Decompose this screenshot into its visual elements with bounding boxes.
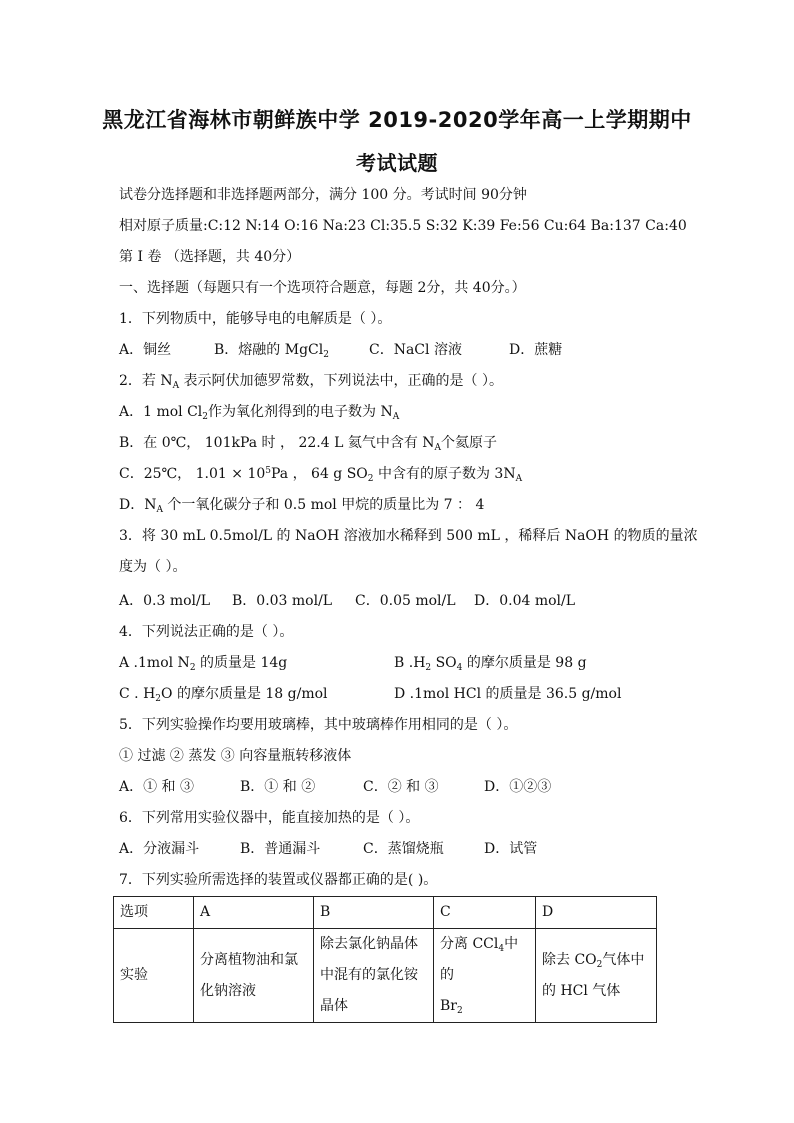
question-5-stem: 5．下列实验操作均要用玻璃棒，其中玻璃棒作用相同的是（ ）。 [119, 717, 518, 733]
option-b: B．熔融的 MgCl$_2$ [214, 342, 329, 360]
question-4-options-row1 [119, 653, 679, 673]
question-7-stem: 7．下列实验所需选择的装置或仪器都正确的是( )。 [119, 872, 438, 888]
question-1-options [119, 340, 679, 360]
page-title: 黑龙江省海林市朝鲜族中学 2019-2020学年高一上学期期中 [102, 108, 692, 132]
option-d: D．蔗糖 [509, 342, 563, 358]
cell-d: 除去 $CO_2$气体中 的 HCl 气体 [536, 929, 657, 1023]
atomic-mass-info: 相对原子质量:C:12 N:14 O:16 Na:23 Cl:35.5 S:32 K:39 Fe:56 Cu:64 Ba:137 Ca:40 [119, 218, 687, 234]
option-a: A .1mol $N_2$ 的质量是 14g [119, 655, 288, 673]
question-7-table [113, 896, 657, 1023]
option-a: A．0.3 mol/L [119, 593, 211, 609]
table-header-row [114, 897, 657, 929]
option-b: B．0.03 mol/L [232, 593, 333, 609]
cell-a: 分离植物油和氯 化钠溶液 [194, 929, 314, 1023]
question-2-option-c: C．25℃， $1.01 \times 10^5Pa$ ， 64 g $SO_2$ 中含有的原子数为 $3N_A$ [119, 466, 523, 484]
exam-info: 试卷分选择题和非选择题两部分，满分 100 分。考试时间 90分钟 [119, 187, 527, 203]
table-header-cell: C [434, 897, 536, 929]
question-3-stem-line1: 3．将 30 mL 0.5mol/L 的 NaOH 溶液加水稀释到 500 mL ，稀释后 NaOH 的物质的量浓 [119, 528, 698, 544]
table-header-cell: D [536, 897, 657, 929]
question-2-option-b: B．在 0℃， 101kPa 时 ， 22.4 L 氦气中含有 $N_A$个氦原子 [119, 435, 498, 453]
question-5-options [119, 777, 679, 797]
cell-c: 分离 CCl$_4$中的 $Br_2$ [434, 929, 536, 1023]
row-label: 实验 [114, 929, 194, 1023]
part-heading: 第 I 卷 （选择题，共 40分） [119, 249, 301, 265]
question-2-option-d: D．$N_A$ 个一氧化碳分子和 0.5 mol 甲烷的质量比为 7 ： 4 [119, 497, 485, 515]
question-2-stem: 2．若 $N_A$ 表示阿伏加德罗常数，下列说法中，正确的是（ ）。 [119, 373, 504, 391]
question-3-options [119, 591, 679, 611]
option-d: D．试管 [484, 841, 538, 857]
option-c: C．NaCl 溶液 [369, 342, 462, 358]
question-1-stem: 1．下列物质中，能够导电的电解质是（ ）。 [119, 311, 392, 327]
question-6-stem: 6．下列常用实验仪器中，能直接加热的是（ ）。 [119, 810, 420, 826]
option-a: A．分液漏斗 [119, 841, 200, 857]
option-d: D．①②③ [484, 779, 552, 795]
question-5-operations: ① 过滤 ② 蒸发 ③ 向容量瓶转移液体 [119, 748, 352, 764]
option-c: C . $H_2O$ 的摩尔质量是 18 g/mol [119, 686, 328, 704]
question-2-option-a: A．1 mol $Cl_2$作为氧化剂得到的电子数为 $N_A$ [119, 404, 400, 422]
table-header-cell: 选项 [114, 897, 194, 929]
option-a: A．铜丝 [119, 342, 172, 358]
option-b: B．① 和 ② [240, 779, 316, 795]
option-b: B．普通漏斗 [240, 841, 321, 857]
option-b: B $.H_2$ $SO_4$ 的摩尔质量是 98 g [394, 655, 587, 673]
question-3-stem-line2: 度为（ ）。 [119, 559, 187, 575]
option-d: D．0.04 mol/L [474, 593, 576, 609]
table-header-cell: A [194, 897, 314, 929]
option-c: C．蒸馏烧瓶 [363, 841, 444, 857]
cell-b: 除去氯化钠晶体 中混有的氯化铵 晶体 [314, 929, 434, 1023]
option-c: C．② 和 ③ [363, 779, 439, 795]
option-c: C．0.05 mol/L [355, 593, 456, 609]
question-6-options [119, 839, 679, 859]
page-subtitle: 考试试题 [356, 151, 438, 175]
option-a: A．① 和 ③ [119, 779, 195, 795]
option-d: D .1mol HCl 的质量是 36.5 g/mol [394, 686, 622, 702]
table-row [114, 929, 657, 1023]
section-heading: 一、选择题（每题只有一个选项符合题意，每题 2分，共 40分。） [119, 280, 526, 296]
table-header-cell: B [314, 897, 434, 929]
question-4-stem: 4．下列说法正确的是（ ）。 [119, 624, 294, 640]
question-4-options-row2 [119, 684, 679, 704]
